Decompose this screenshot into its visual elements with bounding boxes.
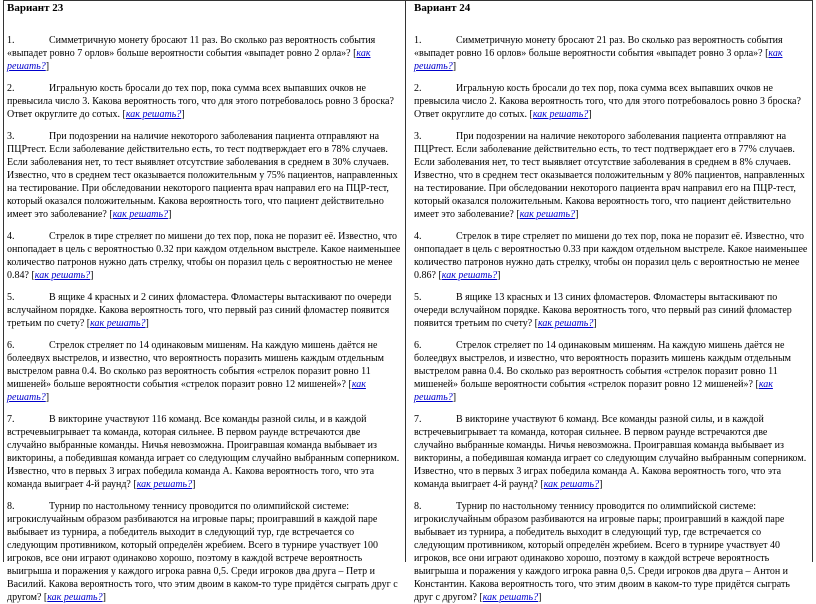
task-number: 8. [7,501,15,512]
task-number: 1. [7,35,15,46]
task-text: Игральную кость бросали до тех пор, пока сумма всех выпавших очков не превысила число 2. Какова вероятность того, что для этого потребовалось ровно 3 броска? Ответ округлите до сотых. [414,83,801,120]
how-to-solve-link[interactable]: как решать? [414,48,783,72]
task-text: В викторине участвуют 6 команд. Все команды разной силы, и в каждой встречевыигрывает та команда, которая сильнее. В первом раунде встречаются две случайно выбранные команды. Ничья невозможна. Проигравшая команда выбывает из викторины, а победившая команда играет со следующим случайно выбранным соперником. Известно, что в первых 3 играх победила команда А. Какова вероятность того, что эта команда выиграет 4-й раунд? [414,414,807,490]
how-to-solve-link[interactable]: как решать? [47,592,103,603]
task-text: Стрелок стреляет по 14 одинаковым мишеням. На каждую мишень даётся не болеедвух выстрелов, и известно, что вероятность поразить мишень каждым отдельным выстрелом равна 0.4. Во сколько раз вероятность события «стрелок поразит ровно 11 мишеней» больше вероятности события «стрелок поразит ровно 12 мишеней»? [7,340,384,390]
task-text: Турнир по настольному теннису проводится по олимпийской системе: игрокислучайным образом разбиваются на игровые пары; проигравший в каждой паре выбывает из турнира, а победитель выходит в следующий тур, где встречается со следующим противником, который определён жребием. Всего в турнире участвует 40 игроков, все они играют одинаково хорошо, поэтому в каждой встрече вероятность выигрыша и поражения у каждого игрока равна 0,5. Среди игроков два друга – Антон и Константин. Какова вероятность того, что этим двоим в каком-то туре придётся сыграть друг с другом? [414,501,790,603]
task-text: Симметричную монету бросают 21 раз. Во сколько раз вероятность события «выпадет ровно 16 орлов» больше вероятности события «выпадет ровно 3 орла»? [414,35,783,59]
task-text: Стрелок стреляет по 14 одинаковым мишеням. На каждую мишень даётся не болеедвух выстрелов, и известно, что вероятность поразить мишень каждым отдельным выстрелом равна 0.4. Во сколько раз вероятность события «стрелок поразит ровно 11 мишеней» больше вероятности события «стрелок поразит ровно 12 мишеней»? [414,340,791,390]
variant-column-right [410,0,813,603]
how-to-solve-link[interactable]: как решать? [482,592,539,603]
how-to-solve-link[interactable]: как решать? [136,479,193,490]
task-item: 7. В викторине участвуют 116 команд. Все команды разной силы, и в каждой встречевыигрывает та команда, которая сильнее. В первом раунде встречаются две случайно выбранные команды. Ничья невозможна. Проигравшая команда выбывает из викторины, а победившая команда играет со следующим случайно выбранным соперником. Известно, что в первых 3 играх победила команда А. Какова вероятность того, что эта команда выиграет 4-й раунд? [как решать?] [7,414,400,490]
how-to-solve-link[interactable]: как решать? [414,379,773,403]
task-text: Турнир по настольному теннису проводится по олимпийской системе: игрокислучайным образом разбиваются на игровые пары; проигравший в каждой паре выбывает из турнира, а победитель выходит в следующий тур, где встречается со следующим противником, который определён жребием. Всего в турнире участвует 100 игроков, все они играют одинаково хорошо, поэтому в каждой встрече вероятность выигрыша и поражения у каждого игрока равна 0,5. Среди игроков два друга – Петр и Василий. Какова вероятность того, что этим двоим в каком-то туре придётся сыграть друг с другом? [7,501,398,603]
task-item: 2. Игральную кость бросали до тех пор, пока сумма всех выпавших очков не превысила число 3. Какова вероятность того, что для этого потребовалось ровно 3 броска? Ответ округлите до сотых. [как решать?] [7,83,394,120]
task-number: 4. [414,231,422,242]
task-item: 2. Игральную кость бросали до тех пор, пока сумма всех выпавших очков не превысила число 2. Какова вероятность того, что для этого потребовалось ровно 3 броска? Ответ округлите до сотых. [как решать?] [414,83,801,120]
task-number: 7. [414,414,422,425]
task-item: 8. Турнир по настольному теннису проводится по олимпийской системе: игрокислучайным образом разбиваются на игровые пары; проигравший в каждой паре выбывает из турнира, а победитель выходит в следующий тур, где встречается со следующим противником, который определён жребием. Всего в турнире участвует 100 игроков, все они играют одинаково хорошо, поэтому в каждой встрече вероятность выигрыша и поражения у каждого игрока равна 0,5. Среди игроков два друга – Петр и Василий. Какова вероятность того, что этим двоим в каком-то туре придётся сыграть друг с другом? [как решать?] [7,501,398,603]
how-to-solve-link[interactable]: как решать? [532,109,589,120]
task-item: 6. Стрелок стреляет по 14 одинаковым мишеням. На каждую мишень даётся не болеедвух выстрелов, и известно, что вероятность поразить мишень каждым отдельным выстрелом равна 0.4. Во сколько раз вероятность события «стрелок поразит ровно 11 мишеней» больше вероятности события «стрелок поразит ровно 12 мишеней»? [как решать?] [414,340,791,403]
task-item: 3. При подозрении на наличие некоторого заболевания пациента отправляют на ПЦРтест. Если заболевание действительно есть, то тест подтверждает его в 78% случаев. Если заболевания нет, то тест выявляет отсутствие заболевания в среднем в 30% случаев. Известно, что в среднем тест оказывается положительным у 75% пациентов, направленных на тестирование. При обследовании некоторого пациента врач направил его на ПЦР-тест, который оказался положительным. Какова вероятность того, что пациент действительно имеет это заболевание? [как решать?] [7,131,398,220]
task-list [414,34,809,604]
task-item: 1. Симметричную монету бросают 21 раз. Во сколько раз вероятность события «выпадет ровно 16 орлов» больше вероятности события «выпадет ровно 3 орла»? [как решать?] [414,35,783,72]
task-number: 6. [7,340,15,351]
variant-title: Вариант 23 [7,2,64,14]
task-text: В ящике 4 красных и 2 синих фломастера. Фломастеры вытаскивают по очереди вслучайном порядке. Какова вероятность того, что первый раз синий фломастер появится третьим по счету? [7,292,392,329]
how-to-solve-link[interactable]: как решать? [90,318,146,329]
task-item: 1. Симметричную монету бросают 11 раз. Во сколько раз вероятность события «выпадет ровно 7 орлов» больше вероятности события «выпадет ровно 2 орла»? [как решать?] [7,35,376,72]
task-text: Игральную кость бросали до тех пор, пока сумма всех выпавших очков не превысила число 3. Какова вероятность того, что для этого потребовалось ровно 3 броска? Ответ округлите до сотых. [7,83,394,120]
task-item: 4. Стрелок в тире стреляет по мишени до тех пор, пока не поразит её. Известно, что онпопадает в цель с вероятностью 0.33 при каждом отдельном выстреле. Какое наименьшее количество патронов нужно дать стрелку, чтобы он поразил цель с вероятностью не менее 0.86? [как решать?] [414,231,808,281]
task-number: 5. [414,292,422,303]
task-number: 3. [414,131,422,142]
task-item: 6. Стрелок стреляет по 14 одинаковым мишеням. На каждую мишень даётся не болеедвух выстрелов, и известно, что вероятность поразить мишень каждым отдельным выстрелом равна 0.4. Во сколько раз вероятность события «стрелок поразит ровно 11 мишеней» больше вероятности события «стрелок поразит ровно 12 мишеней»? [как решать?] [7,340,384,403]
task-item: 8. Турнир по настольному теннису проводится по олимпийской системе: игрокислучайным образом разбиваются на игровые пары; проигравший в каждой паре выбывает из турнира, а победитель выходит в следующий тур, где встречается со следующим противником, который определён жребием. Всего в турнире участвует 40 игроков, все они играют одинаково хорошо, поэтому в каждой встрече вероятность выигрыша и поражения у каждого игрока равна 0,5. Среди игроков два друга – Антон и Константин. Какова вероятность того, что этим двоим в каком-то туре придётся сыграть друг с другом? [как решать?] [414,501,790,603]
task-item: 5. В ящике 4 красных и 2 синих фломастера. Фломастеры вытаскивают по очереди вслучайном порядке. Какова вероятность того, что первый раз синий фломастер появится третьим по счету? [как решать?] [7,292,392,329]
task-text: Стрелок в тире стреляет по мишени до тех пор, пока не поразит её. Известно, что онпопадает в цель с вероятностью 0.32 при каждом отдельном выстреле. Какое наименьшее количество патронов нужно дать стрелку, чтобы он поразил цель с вероятностью не менее 0.84? [7,231,401,281]
task-text: При подозрении на наличие некоторого заболевания пациента отправляют на ПЦРтест. Если заболевание действительно есть, то тест подтверждает его в 77% случаев. Если заболевания нет, то тест выявляет отсутствие заболевания в среднем в 8% случаев. Известно, что в среднем тест оказывается положительным у 80% пациентов, направленных на тестирование. При обследовании некоторого пациента врач направил его на ПЦР-тест, который оказался положительным. Какова вероятность того, что пациент действительно имеет это заболевание? [414,131,805,220]
task-number: 2. [7,83,15,94]
task-number: 6. [414,340,422,351]
task-text: При подозрении на наличие некоторого заболевания пациента отправляют на ПЦРтест. Если заболевание действительно есть, то тест подтверждает его в 78% случаев. Если заболевания нет, то тест выявляет отсутствие заболевания в среднем в 30% случаев. Известно, что в среднем тест оказывается положительным у 75% пациентов, направленных на тестирование. При обследовании некоторого пациента врач направил его на ПЦР-тест, который оказался положительным. Какова вероятность того, что пациент действительно имеет это заболевание? [7,131,398,220]
task-number: 4. [7,231,15,242]
task-number: 5. [7,292,15,303]
task-item: 5. В ящике 13 красных и 13 синих фломастеров. Фломастеры вытаскивают по очереди вслучайном порядке. Какова вероятность того, что первый раз синий фломастер появится третьим по счету? [как решать?] [414,292,792,329]
task-number: 1. [414,35,422,46]
how-to-solve-link[interactable]: как решать? [441,270,498,281]
how-to-solve-link[interactable]: как решать? [519,209,576,220]
how-to-solve-link[interactable]: как решать? [537,318,594,329]
how-to-solve-link[interactable]: как решать? [543,479,600,490]
how-to-solve-link[interactable]: как решать? [125,109,182,120]
task-list [7,34,401,604]
how-to-solve-link[interactable]: как решать? [7,48,371,72]
task-text: Симметричную монету бросают 11 раз. Во сколько раз вероятность события «выпадет ровно 7 орлов» больше вероятности события «выпадет ровно 2 орла»? [7,35,376,59]
task-text: В ящике 13 красных и 13 синих фломастеров. Фломастеры вытаскивают по очереди вслучайном порядке. Какова вероятность того, что первый раз синий фломастер появится третьим по счету? [414,292,792,329]
how-to-solve-link[interactable]: как решать? [34,270,91,281]
task-number: 3. [7,131,15,142]
task-item: 7. В викторине участвуют 6 команд. Все команды разной силы, и в каждой встречевыигрывает та команда, которая сильнее. В первом раунде встречаются две случайно выбранные команды. Ничья невозможна. Проигравшая команда выбывает из викторины, а победившая команда играет со следующим случайно выбранным соперником. Известно, что в первых 3 играх победила команда А. Какова вероятность того, что эта команда выиграет 4-й раунд? [как решать?] [414,414,807,490]
task-text: Стрелок в тире стреляет по мишени до тех пор, пока не поразит её. Известно, что онпопадает в цель с вероятностью 0.33 при каждом отдельном выстреле. Какое наименьшее количество патронов нужно дать стрелку, чтобы он поразил цель с вероятностью не менее 0.86? [414,231,808,281]
task-number: 7. [7,414,15,425]
task-number: 8. [414,501,422,512]
variant-title: Вариант 24 [414,2,471,14]
how-to-solve-link[interactable]: как решать? [7,379,366,403]
task-number: 2. [414,83,422,94]
how-to-solve-link[interactable]: как решать? [112,209,169,220]
variant-column-left [3,0,406,603]
task-item: 3. При подозрении на наличие некоторого заболевания пациента отправляют на ПЦРтест. Если заболевание действительно есть, то тест подтверждает его в 77% случаев. Если заболевания нет, то тест выявляет отсутствие заболевания в среднем в 8% случаев. Известно, что в среднем тест оказывается положительным у 80% пациентов, направленных на тестирование. При обследовании некоторого пациента врач направил его на ПЦР-тест, который оказался положительным. Какова вероятность того, что пациент действительно имеет это заболевание? [как решать?] [414,131,805,220]
task-text: В викторине участвуют 116 команд. Все команды разной силы, и в каждой встречевыигрывает та команда, которая сильнее. В первом раунде встречаются две случайно выбранные команды. Ничья невозможна. Проигравшая команда выбывает из викторины, а победившая команда играет со следующим случайно выбранным соперником. Известно, что в первых 3 играх победила команда А. Какова вероятность того, что эта команда выиграет 4-й раунд? [7,414,400,490]
task-item: 4. Стрелок в тире стреляет по мишени до тех пор, пока не поразит её. Известно, что онпопадает в цель с вероятностью 0.32 при каждом отдельном выстреле. Какое наименьшее количество патронов нужно дать стрелку, чтобы он поразил цель с вероятностью не менее 0.84? [как решать?] [7,231,401,281]
